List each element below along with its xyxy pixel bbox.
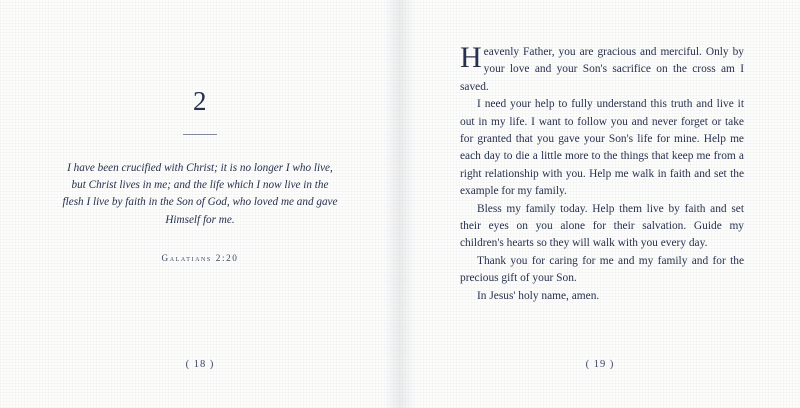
paragraph-5: In Jesus' holy name, amen. [477, 289, 600, 302]
prayer-body [460, 41, 744, 305]
chapter-number: 2 [193, 86, 207, 116]
page-number-right: ( 19 ) [585, 359, 615, 370]
verse-reference: Galatians 2:20 [161, 253, 239, 263]
paragraph-1 [460, 41, 744, 96]
verse-text: I have been crucified with Christ; it is no longer I who live, but Christ lives in me; and the life which I now live in the flesh I live by faith in the Son of God, who loved me and gave Himself for me. [62, 162, 338, 226]
paragraph-2: I need your help to fully understand this truth and live it out in my life. I want to follow you and never forget or take for granted that you gave your Son's life for mine. Help me each day to die a little more to the things that keep me from a right relationship with you. Help me walk in faith and set the example for my family. [460, 98, 744, 198]
chapter-heading [0, 88, 400, 135]
paragraph-4: Thank you for caring for me and my family and for the precious gift of your Son. [460, 254, 744, 285]
paragraph-3: Bless my family today. Help them live by faith and set their eyes on you alone for their salvation. Guide my children's hearts so they will walk with you every day. [460, 202, 744, 250]
divider-rule [183, 134, 217, 135]
paragraph-1-text: eavenly Father, you are gracious and merciful. Only by your love and your Son's sacrifice on the cross am I saved. [460, 46, 744, 93]
right-page [400, 0, 800, 408]
page-number-left: ( 18 ) [185, 359, 215, 370]
drop-cap: H [460, 41, 482, 74]
